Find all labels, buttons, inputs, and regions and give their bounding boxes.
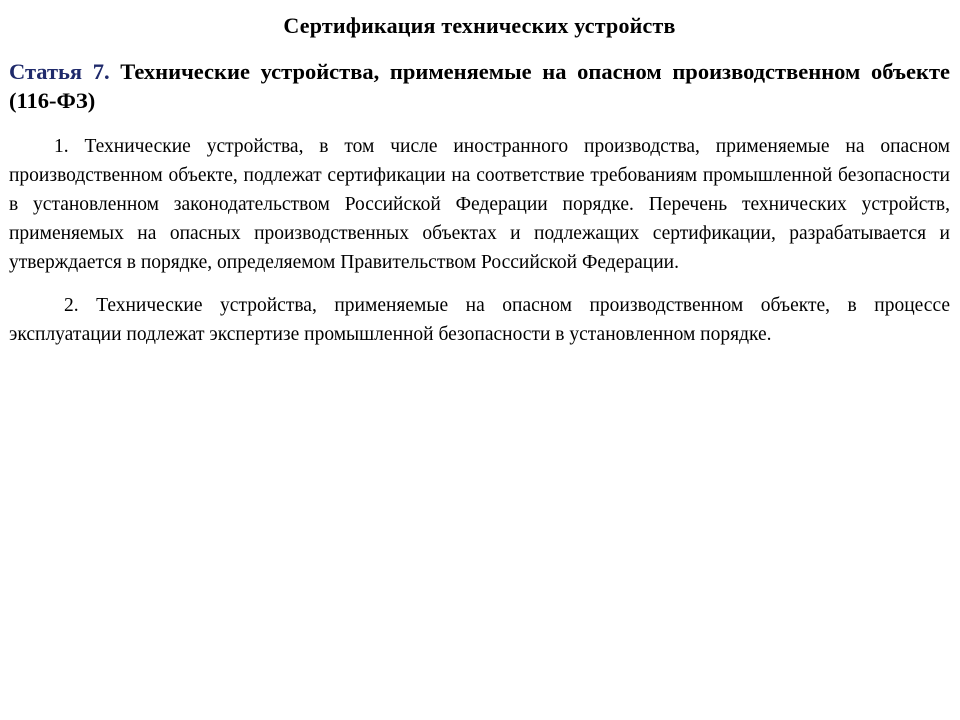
document-page	[9, 0, 950, 349]
article-heading	[9, 57, 950, 115]
paragraph-1: 1. Технические устройства, в том числе иностранного производства, применяемые на опасном производственном объекте, подлежат сертификации на соответствие требованиям промышленной безопасности в установленном законодательством Российской Федерации порядке. Перечень технических устройств, применяемых на опасных производственных объектах и подлежащих сертификации, разрабатывается и утверждается в порядке, определяемом Правительством Российской Федерации.	[9, 136, 950, 273]
article-number: Статья 7.	[9, 59, 110, 84]
article-title: Технические устройства, применяемые на опасном производственном объекте (116-ФЗ)	[9, 59, 950, 113]
document-title: Сертификация технических устройств	[283, 13, 676, 38]
paragraph-2: 2. Технические устройства, применяемые на опасном производственном объекте, в процессе эксплуатации подлежат экспертизе промышленной безопасности в установленном порядке.	[9, 295, 950, 345]
